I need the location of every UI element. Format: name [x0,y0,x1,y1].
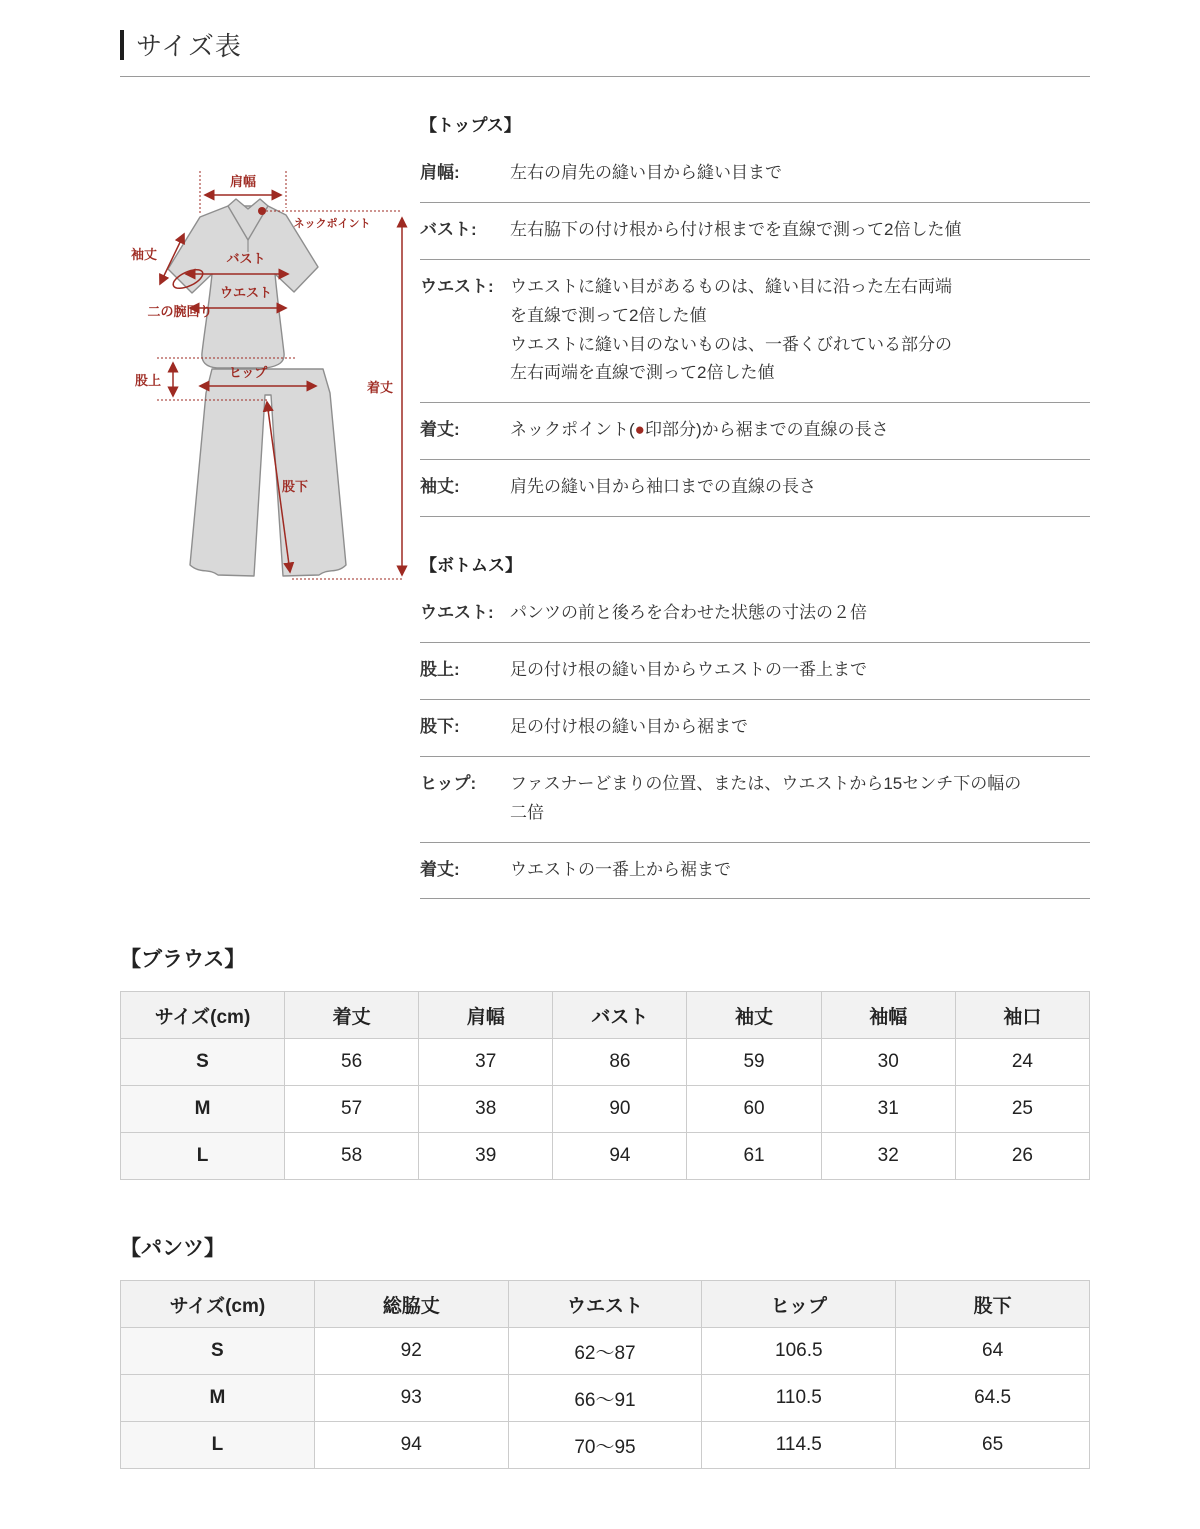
value-cell: 39 [419,1133,553,1180]
blouse-table-heading: 【ブラウス】 [120,948,246,972]
definition-row [420,586,1090,643]
diagram-label-bust: バスト [226,251,266,266]
definition-term: ヒップ: [420,773,477,793]
table-row [121,1039,1090,1086]
table-row [121,1375,1090,1422]
value-cell: 86 [553,1039,687,1086]
value-cell: 110.5 [702,1375,896,1422]
definition-term: 着丈: [420,859,460,879]
value-cell: 94 [314,1422,508,1469]
definition-desc [510,770,1090,828]
table-header-cell: サイズ(cm) [121,1281,315,1328]
diagram-label-upper-arm: 二の腕回り [147,304,213,319]
table-header-row [121,1281,1090,1328]
definition-term: 着丈: [420,420,460,440]
measurement-diagram [120,155,420,635]
definition-desc [510,856,1090,885]
size-cell: L [121,1133,285,1180]
blouse-size-table [120,991,1090,1180]
size-cell: S [121,1039,285,1086]
definition-desc [510,273,1090,389]
table-header-cell: 袖口 [955,992,1089,1039]
value-cell: 93 [314,1375,508,1422]
blouse-section [120,943,1090,1180]
definition-line: ファスナーどまりの位置、または、ウエストから15センチ下の幅の [510,773,1022,793]
value-cell: 57 [285,1086,419,1133]
value-cell: 106.5 [702,1328,896,1375]
definition-row [420,260,1090,404]
value-cell: 32 [821,1133,955,1180]
value-cell: 60 [687,1086,821,1133]
definition-row [420,146,1090,203]
title-accent-bar [120,30,124,60]
definition-row [420,403,1090,460]
definition-row [420,700,1090,757]
definition-line: 二倍 [510,802,544,822]
definition-desc [510,216,1090,245]
size-cell: S [121,1328,315,1375]
value-cell: 66〜91 [508,1375,702,1422]
definition-term: 股下: [420,716,460,736]
table-row [121,1328,1090,1375]
value-cell: 25 [955,1086,1089,1133]
definition-term: 肩幅: [420,163,460,182]
value-cell: 30 [821,1039,955,1086]
table-header-cell: 総脇丈 [314,1281,508,1328]
value-cell: 90 [553,1086,687,1133]
definition-line: 左右の肩先の縫い目から縫い目まで [510,163,782,182]
definition-row [420,843,1090,900]
table-header-cell: 袖丈 [687,992,821,1039]
definition-line: 足の付け根の縫い目から裾まで [510,716,748,736]
definition-desc [510,656,1090,685]
definitions-column [420,105,1090,899]
table-header-cell: 着丈 [285,992,419,1039]
definition-line: ウエストの一番上から裾まで [510,859,731,879]
value-cell: 61 [687,1133,821,1180]
definition-text: 印部分)から裾までの直線の長さ [644,420,889,440]
table-header-cell: 袖幅 [821,992,955,1039]
table-header-cell: 股下 [896,1281,1090,1328]
definition-line: パンツの前と後ろを合わせた状態の寸法の２倍 [510,603,867,623]
definition-row [420,643,1090,700]
definition-line: ウエストに縫い目のないものは、一番くびれている部分の [510,334,952,354]
value-cell: 70〜95 [508,1422,702,1469]
definition-line: ウエストに縫い目があるものは、縫い目に沿った左右両端 [510,276,952,296]
definition-line: 左右両端を直線で測って2倍した値 [510,363,775,383]
value-cell: 31 [821,1086,955,1133]
diagram-label-rise: 股上 [134,373,162,388]
table-row [121,1422,1090,1469]
definition-line: を直線で測って2倍した値 [510,305,707,325]
value-cell: 65 [896,1422,1090,1469]
diagram-label-body-length: 着丈 [366,380,394,395]
table-header-row [121,992,1090,1039]
value-cell: 26 [955,1133,1089,1180]
bottoms-heading: 【ボトムス】 [420,556,522,576]
value-cell: 38 [419,1086,553,1133]
neck-point-dot-glyph: ● [634,420,645,440]
page-title [120,26,1090,63]
definition-desc [510,159,1090,188]
value-cell: 114.5 [702,1422,896,1469]
value-cell: 94 [553,1133,687,1180]
table-header-cell: サイズ(cm) [121,992,285,1039]
value-cell: 64.5 [896,1375,1090,1422]
table-header-cell: ウエスト [508,1281,702,1328]
table-header-cell: 肩幅 [419,992,553,1039]
size-cell: M [121,1375,315,1422]
value-cell: 64 [896,1328,1090,1375]
definition-desc [510,473,1090,502]
value-cell: 56 [285,1039,419,1086]
measurement-guide-section [120,105,1090,899]
pants-table-heading: 【パンツ】 [120,1237,225,1261]
definition-term: 股上: [420,660,460,680]
pants-section [120,1232,1090,1469]
definition-desc [510,599,1090,628]
value-cell: 62〜87 [508,1328,702,1375]
definition-term: ウエスト: [420,603,494,623]
definition-row [420,460,1090,517]
definition-line: 肩先の縫い目から袖口までの直線の長さ [510,477,816,497]
definition-term: ウエスト: [420,276,494,296]
value-cell: 59 [687,1039,821,1086]
table-header-cell: バスト [553,992,687,1039]
diagram-label-sleeve-length: 袖丈 [130,247,158,262]
diagram-label-inseam: 股下 [282,479,309,494]
tops-heading: 【トップス】 [420,116,521,135]
definition-term: 袖丈: [420,477,460,497]
value-cell: 24 [955,1039,1089,1086]
diagram-column [120,105,420,899]
definition-line: 足の付け根の縫い目からウエストの一番上まで [510,660,867,680]
definition-desc [510,416,1090,445]
diagram-label-neck-point: ネックポイント [293,218,371,230]
title-divider [120,76,1090,77]
diagram-label-waist: ウエスト [219,285,273,300]
definition-line: 左右脇下の付け根から付け根までを直線で測って2倍した値 [510,219,962,239]
value-cell: 37 [419,1039,553,1086]
size-cell: L [121,1422,315,1469]
pants-size-table [120,1280,1090,1469]
definition-term: バスト: [420,219,477,239]
definition-row [420,203,1090,260]
value-cell: 92 [314,1328,508,1375]
definition-row [420,757,1090,843]
value-cell: 58 [285,1133,419,1180]
definition-text: ネックポイント( [510,420,635,440]
size-cell: M [121,1086,285,1133]
diagram-label-shoulder-width: 肩幅 [229,174,257,189]
neck-point-marker [258,207,266,215]
definition-desc [510,713,1090,742]
table-row [121,1086,1090,1133]
definition-line [510,416,1090,445]
table-header-cell: ヒップ [702,1281,896,1328]
page-title-text: サイズ表 [136,31,242,61]
diagram-label-hip: ヒップ [228,365,268,380]
table-row [121,1133,1090,1180]
